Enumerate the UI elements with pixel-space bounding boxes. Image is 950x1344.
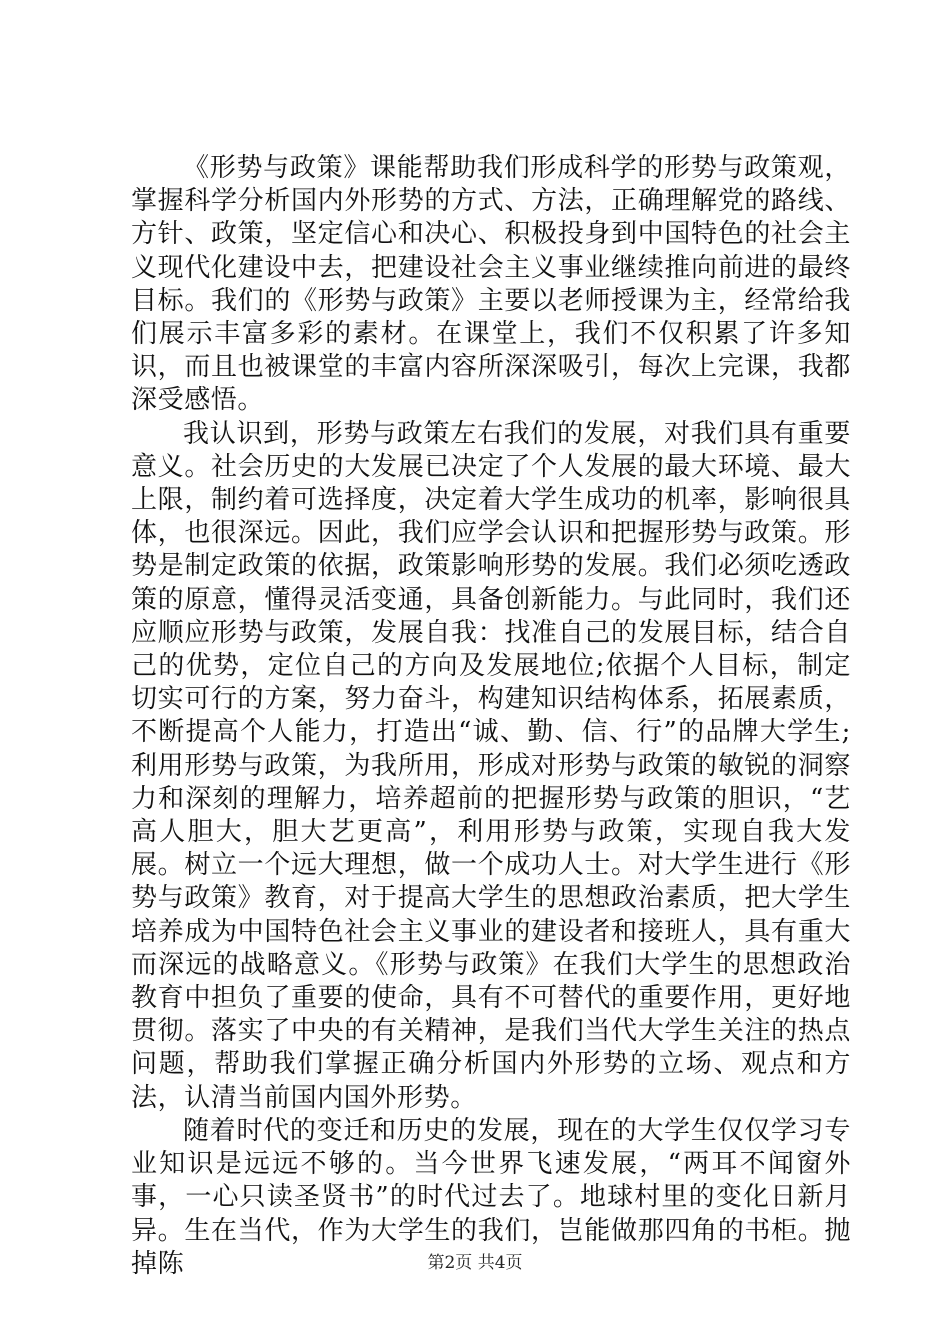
paragraph-3: 随着时代的变迁和历史的发展，现在的大学生仅仅学习专业知识是远远不够的。当今世界飞速发展，“两耳不闻窗外事，一心只读圣贤书”的时代过去了。地球村里的变化日新月异。生在当代，作为大学生的我们，岂能做那四角的书柜。抛掉陈 (131, 1115, 851, 1279)
document-body (131, 152, 851, 1281)
paragraph-2: 我认识到，形势与政策左右我们的发展，对我们具有重要意义。社会历史的大发展已决定了个人发展的最大环境、最大上限，制约着可选择度，决定着大学生成功的机率，影响很具体，也很深远。因此，我们应学会认识和把握形势与政策。形势是制定政策的依据，政策影响形势的发展。我们必须吃透政策的原意，懂得灵活变通，具备创新能力。与此同时，我们还应顺应形势与政策，发展自我：找准自己的发展目标，结合自己的优势，定位自己的方向及发展地位;依据个人目标，制定切实可行的方案，努力奋斗，构建知识结构体系，拓展素质，不断提高个人能力，打造出“诚、勤、信、行”的品牌大学生;利用形势与政策，为我所用，形成对形势与政策的敏锐的洞察力和深刻的理解力，培养超前的把握形势与政策的胆识，“艺高人胆大，胆大艺更高”，利用形势与政策，实现自我大发展。树立一个远大理想，做一个成功人士。对大学生进行《形势与政策》教育，对于提高大学生的思想政治素质，把大学生培养成为中国特色社会主义事业的建设者和接班人，具有重大而深远的战略意义。《形势与政策》在我们大学生的思想政治教育中担负了重要的使命，具有不可替代的重要作用，更好地贯彻。落实了中央的有关精神，是我们当代大学生关注的热点问题，帮助我们掌握正确分析国内外形势的立场、观点和方法，认清当前国内国外形势。 (131, 418, 851, 1113)
page-number-footer: 第2页 共4页 (427, 1253, 523, 1273)
paragraph-1: 《形势与政策》课能帮助我们形成科学的形势与政策观，掌握科学分析国内外形势的方式、方法，正确理解党的路线、方针、政策，坚定信心和决心、积极投身到中国特色的社会主义现代化建设中去，把建设社会主义事业继续推向前进的最终目标。我们的《形势与政策》主要以老师授课为主，经常给我们展示丰富多彩的素材。在课堂上，我们不仅积累了许多知识，而且也被课堂的丰富内容所深深吸引，每次上完课，我都深受感悟。 (131, 153, 851, 416)
